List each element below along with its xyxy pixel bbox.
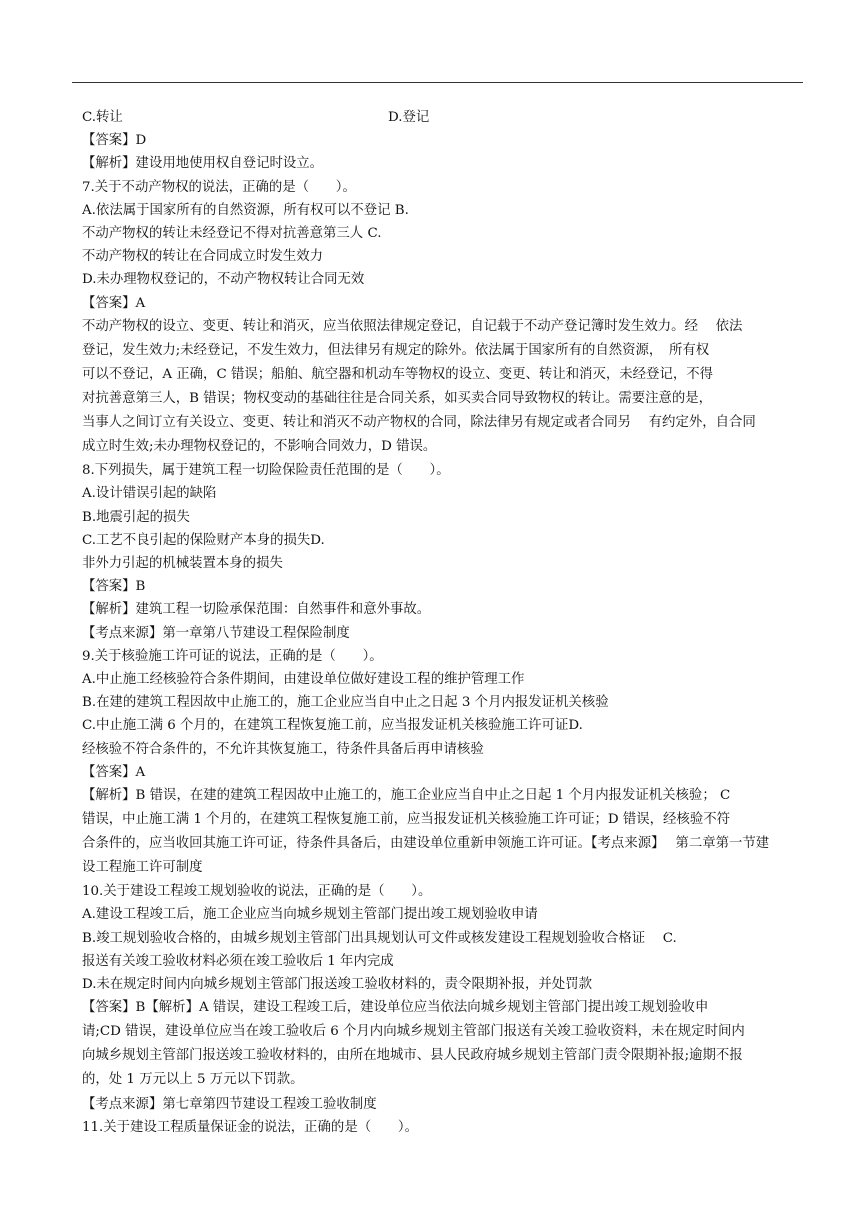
explanation-line: 设工程施工许可制度 xyxy=(82,860,203,876)
explanation-line: 错误，中止施工满 1 个月的，在建筑工程恢复施工前，应当报发证机关核验施工许可证；D 错误，经核验不符 xyxy=(82,811,730,827)
option-line: A.依法属于国家所有的自然资源，所有权可以不登记 B. xyxy=(82,202,409,218)
option-line: A.建设工程竣工后，施工企业应当向城乡规划主管部门提出竣工规划验收申请 xyxy=(82,907,538,923)
answer-line: 【答案】A xyxy=(82,295,146,311)
option-line: D.未办理物权登记的，不动产物权转让合同无效 xyxy=(82,272,365,288)
option-d: D.登记 xyxy=(388,110,430,125)
question-7: 7.关于不动产物权的说法，正确的是（ ）。 xyxy=(82,179,356,195)
option-c: C.转让 xyxy=(82,110,123,125)
explanation-line: 请;CD 错误，建设单位应当在竣工验收后 6 个月内向城乡规划主管部门报送有关竣工验收资料，未在规定时间内 xyxy=(82,1024,745,1040)
answer-line: 【答案】A xyxy=(82,764,146,780)
question-11: 11.关于建设工程质量保证金的说法，正确的是（ ）。 xyxy=(82,1119,418,1135)
question-10: 10.关于建设工程竣工规划验收的说法，正确的是（ ）。 xyxy=(82,884,432,900)
option-line: B.竣工规划验收合格的，由城乡规划主管部门出具规划认可文件或核发建设工程规划验收合格证 C. xyxy=(82,930,677,946)
option-line: C.中止施工满 6 个月的，在建筑工程恢复施工前，应当报发证机关核验施工许可证D. xyxy=(82,718,583,734)
explanation-line: 的，处 1 万元以上 5 万元以下罚款。 xyxy=(82,1072,304,1088)
explanation-line: 向城乡规划主管部门报送竣工验收材料的，由所在地城市、县人民政府城乡规划主管部门责令限期补报;逾期不报 xyxy=(82,1048,743,1064)
source-line: 【考点来源】第一章第八节建设工程保险制度 xyxy=(82,625,350,641)
header-rule xyxy=(72,82,803,83)
option-line: B.地震引起的损失 xyxy=(82,509,190,525)
explanation-line: 登记，发生效力;未经登记，不发生效力，但法律另有规定的除外。依法属于国家所有的自然资源， 所有权 xyxy=(82,342,710,358)
option-line: 不动产物权的转让未经登记不得对抗善意第三人 C. xyxy=(82,225,382,241)
option-line: C.工艺不良引起的保险财产本身的损失D. xyxy=(82,532,325,548)
explanation-line: 不动产物权的设立、变更、转让和消灭，应当依照法律规定登记，自记载于不动产登记簿时发生效力。经 依法 xyxy=(82,318,743,334)
explanation-line: 【解析】建设用地使用权自登记时设立。 xyxy=(82,156,324,172)
explanation-paragraph xyxy=(82,784,794,880)
explanation-line: 对抗善意第三人，B 错误；物权变动的基础往往是合同关系，如买卖合同导致物权的转让。需要注意的是， xyxy=(82,390,713,406)
option-line: A.中止施工经核验符合条件期间，由建设单位做好建设工程的维护管理工作 xyxy=(82,671,525,687)
option-line: 报送有关竣工验收材料必须在竣工验收后 1 年内完成 xyxy=(82,953,394,969)
explanation-line: 成立时生效;未办理物权登记的，不影响合同效力，D 错误。 xyxy=(82,439,437,455)
explanation-line: 【解析】B 错误，在建的建筑工程因故中止施工的，施工企业应当自中止之日起 1 个月内报发证机关核验； C xyxy=(82,787,731,803)
answer-line: 【答案】B xyxy=(82,579,146,595)
option-line: B.在建的建筑工程因故中止施工的，施工企业应当自中止之日起 3 个月内报发证机关核验 xyxy=(82,695,609,711)
source-line: 【考点来源】第七章第四节建设工程竣工验收制度 xyxy=(82,1096,377,1112)
explanation-line: 当事人之间订立有关设立、变更、转让和消灭不动产物权的合同，除法律另有规定或者合同另 有约定外，自合同 xyxy=(82,415,756,431)
option-line: 不动产物权的转让在合同成立时发生效力 xyxy=(82,249,324,265)
option-line: D.未在规定时间内向城乡规划主管部门报送竣工验收材料的，责令限期补报，并处罚款 xyxy=(82,977,592,992)
explanation-line: 【解析】建筑工程一切险承保范围：自然事件和意外事故。 xyxy=(82,602,431,618)
answer-line: 【答案】D xyxy=(82,133,147,149)
option-line: A.设计错误引起的缺陷 xyxy=(82,486,217,502)
explanation-line: 可以不登记，A 正确，C 错误；船舶、航空器和机动车等物权的设立、变更、转让和消灭，未经登记，不得 xyxy=(82,366,714,382)
explanation-paragraph xyxy=(82,315,794,460)
explanation-line: 【答案】B【解析】A 错误，建设工程竣工后，建设单位应当依法向城乡规划主管部门提出竣工规划验收申 xyxy=(82,1000,709,1016)
answer-explanation-paragraph xyxy=(82,996,794,1092)
option-row xyxy=(82,106,794,129)
option-line: 非外力引起的机械装置本身的损失 xyxy=(82,556,283,571)
explanation-line: 合条件的，应当收回其施工许可证，待条件具备后，由建设单位重新申领施工许可证。【考点来源】 第二章第一节建 xyxy=(82,836,770,852)
option-line: 经核验不符合条件的，不允许其恢复施工，待条件具备后再申请核验 xyxy=(82,741,484,757)
document-body xyxy=(82,106,794,1139)
question-8: 8.下列损失，属于建筑工程一切险保险责任范围的是（ ）。 xyxy=(82,463,450,479)
question-9: 9.关于核验施工许可证的说法，正确的是（ ）。 xyxy=(82,648,383,664)
